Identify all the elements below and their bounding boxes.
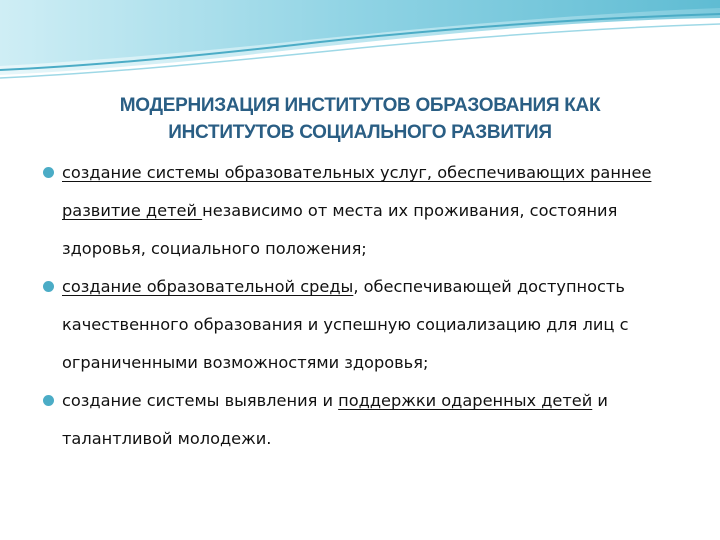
- bullet-item-3: [40, 382, 690, 458]
- bullet-3-text-after: и талантливой молодежи.: [62, 391, 608, 448]
- bullet-1-text: независимо от места их проживания, состояния здоровья, социального положения;: [62, 201, 618, 258]
- bullet-item-1: [40, 154, 690, 268]
- bullet-3-text-before: создание системы выявления и: [62, 391, 339, 410]
- bullet-2-underlined-text: создание образовательной среды: [62, 277, 354, 296]
- title-line-1: МОДЕРНИЗАЦИЯ ИНСТИТУТОВ ОБРАЗОВАНИЯ КАК: [119, 95, 601, 116]
- bullet-dot-icon: [43, 167, 54, 178]
- bullet-3-underlined-text: поддержки одаренных детей: [338, 391, 593, 410]
- bullet-list: [40, 154, 690, 458]
- bullet-2-text: , обеспечивающей доступность качественного образования и успешную социализацию для лиц с ограниченными возможностями здоровья;: [62, 277, 629, 372]
- title-line-2: ИНСТИТУТОВ СОЦИАЛЬНОГО РАЗВИТИЯ: [168, 122, 552, 143]
- bullet-1-underlined-text: создание системы образовательных услуг, обеспечивающих раннее развитие детей: [62, 163, 652, 220]
- bullet-dot-icon: [43, 395, 54, 406]
- decorative-wave-header: [0, 0, 720, 90]
- bullet-item-2: [40, 268, 690, 382]
- page-title: [40, 92, 680, 146]
- bullet-dot-icon: [43, 281, 54, 292]
